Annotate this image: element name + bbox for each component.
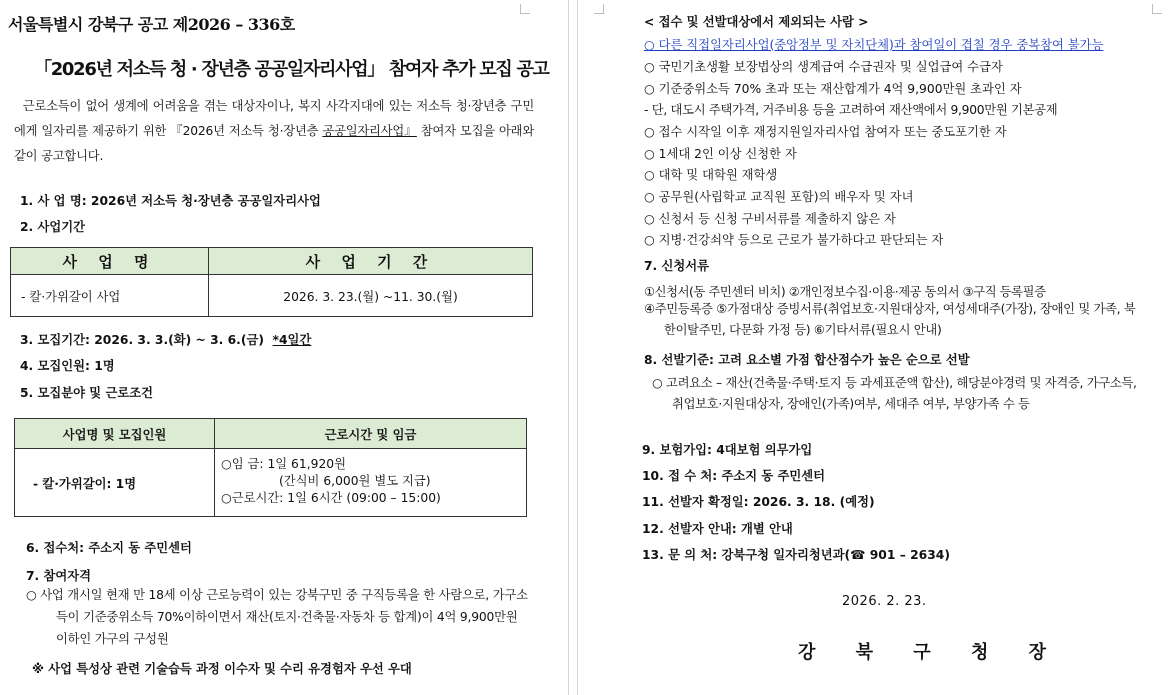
table1-cell-name: - 칼·가위갈이 사업 — [11, 275, 209, 317]
table2-cell-wage — [215, 449, 527, 517]
eligibility-text: ○ 사업 개시일 현재 만 18세 이상 근로능력이 있는 강북구민 중 구직등록을 한 사람으로, 가구소득이 기준중위소득 70%이하이면서 재산(토지·건축물·자동차 등 합계)이 4억 9,900만원 이하인 가구의 구성원 — [26, 588, 528, 646]
exclusion-item: ○ 지병·건강쇠약 등으로 근로가 불가하다고 판단되는 자 — [644, 233, 944, 247]
notice-date: 2026. 2. 23. — [842, 594, 927, 609]
item-documents: 7. 신청서류 — [644, 259, 710, 273]
documents-line-1: ①신청서(동 주민센터 비치) ②개인정보수집·이용·제공 동의서 ③구직 등록필증 — [644, 285, 1046, 299]
right-page — [578, 0, 1170, 695]
hours-line: ○근로시간: 1일 6시간 (09:00 – 15:00) — [221, 491, 441, 505]
item-work-conditions: 5. 모집분야 및 근로조건 — [20, 386, 153, 400]
exclusion-item: ○ 대학 및 대학원 재학생 — [644, 168, 778, 182]
priority-note: ※ 사업 특성상 관련 기술습득 과정 이수자 및 수리 유경험자 우선 우대 — [32, 662, 412, 676]
exclusion-item-duplicate[interactable]: ○ 다른 직접일자리사업(중앙정부 및 자치단체)과 참여일이 겹칠 경우 중복참여 불가능 — [644, 38, 1104, 52]
wage-line: ○임 금: 1일 61,920원 — [221, 457, 346, 471]
item-reception-place: 10. 접 수 처: 주소지 동 주민센터 — [642, 469, 826, 483]
intro-text-b: 참여자 모집을 아래와 같이 공고합니다. — [14, 124, 534, 163]
exclusion-item: - 단, 대도시 주택가격, 거주비용 등을 고려하여 재산액에서 9,900만원 기본공제 — [644, 103, 1058, 117]
exclusion-item: ○ 기준중위소득 70% 초과 또는 재산합계가 4억 9,900만원 초과인 자 — [644, 82, 1022, 96]
item-reception: 6. 접수처: 주소지 동 주민센터 — [26, 541, 192, 555]
item-insurance: 9. 보험가입: 4대보험 의무가입 — [642, 443, 813, 457]
exclusion-item: ○ 공무원(사립학교 교직원 포함)의 배우자 및 자녀 — [644, 190, 914, 204]
table1-header-name: 사 업 명 — [11, 248, 209, 275]
exclusion-item: ○ 접수 시작일 이후 재정지원일자리사업 참여자 또는 중도포기한 자 — [644, 125, 1007, 139]
intro-text-a: 근로소득이 없어 생계에 어려움을 겪는 대상자이나, 복지 사각지대에 있는 저소득 청·장년층 구민에게 일자리를 제공하기 위한 『2026년 저소득 청·장년층 — [14, 99, 534, 138]
wage-note-line: (간식비 6,000원 별도 지급) — [279, 474, 431, 488]
item-recruit-period — [20, 330, 311, 348]
page-gap — [568, 0, 578, 695]
notice-number: 서울특별시 강북구 공고 제2026 – 336호 — [8, 15, 295, 34]
notice-title: 「2026년 저소득 청 · 장년층 공공일자리사업」 참여자 추가 모집 공고 — [34, 59, 549, 80]
page-corner-mark — [1152, 4, 1162, 14]
item-business-name: 1. 사 업 명: 2026년 저소득 청·장년층 공공일자리사업 — [20, 194, 321, 208]
exclusion-item: ○ 1세대 2인 이상 신청한 자 — [644, 147, 797, 161]
item-business-period: 2. 사업기간 — [20, 220, 86, 234]
table2-cell-name: - 칼·가위갈이: 1명 — [15, 449, 215, 517]
selection-criteria-text: ○ 고려요소 – 재산(건축물·주택·토지 등 과세표준액 합산), 해당분야경력 및 자격증, 가구소득, 취업보호·지원대상자, 장애인(가족)여부, 세대주 여부, 부양가족 수 등 — [652, 376, 1137, 411]
page-corner-mark — [520, 4, 530, 14]
exclusion-item: ○ 국민기초생활 보장법상의 생계급여 수급권자 및 실업급여 수급자 — [644, 60, 1003, 74]
exclusion-item: ○ 신청서 등 신청 구비서류를 제출하지 않은 자 — [644, 212, 896, 226]
intro-text-underlined: 공공일자리사업』 — [322, 124, 417, 138]
item-eligibility: 7. 참여자격 — [26, 569, 92, 583]
table2-header-name: 사업명 및 모집인원 — [15, 419, 215, 449]
intro-paragraph — [14, 94, 534, 169]
documents-line-2: ④주민등록증 ⑤가점대상 증빙서류(취업보호·지원대상자, 여성세대주(가장), 장애인 및 가족, 북한이탈주민, 다문화 가정 등) ⑥기타서류(필요시 안내) — [644, 302, 1136, 337]
left-page — [0, 0, 568, 695]
work-conditions-table — [14, 418, 527, 517]
item-contact: 13. 문 의 처: 강북구청 일자리청년과(☎ 901 – 2634) — [642, 548, 950, 562]
item-notification: 12. 선발자 안내: 개별 안내 — [642, 522, 793, 536]
item-confirm-date: 11. 선발자 확정일: 2026. 3. 18. (예정) — [642, 495, 875, 509]
table1-cell-period: 2026. 3. 23.(월) ~11. 30.(월) — [209, 275, 533, 317]
exclusion-title: < 접수 및 선발대상에서 제외되는 사람 > — [644, 15, 869, 29]
page-corner-mark — [594, 4, 604, 14]
item-recruit-count: 4. 모집인원: 1명 — [20, 359, 115, 373]
issuer-signature: 강 북 구 청 장 — [798, 642, 1064, 663]
table2-header-wage: 근로시간 및 임금 — [215, 419, 527, 449]
recruit-days: *4일간 — [272, 333, 312, 347]
recruit-period-text: 3. 모집기간: 2026. 3. 3.(화) ~ 3. 6.(금) — [20, 333, 264, 347]
business-period-table — [10, 247, 533, 317]
table1-header-period: 사 업 기 간 — [209, 248, 533, 275]
item-selection-criteria: 8. 선발기준: 고려 요소별 가점 합산점수가 높은 순으로 선발 — [644, 353, 970, 367]
